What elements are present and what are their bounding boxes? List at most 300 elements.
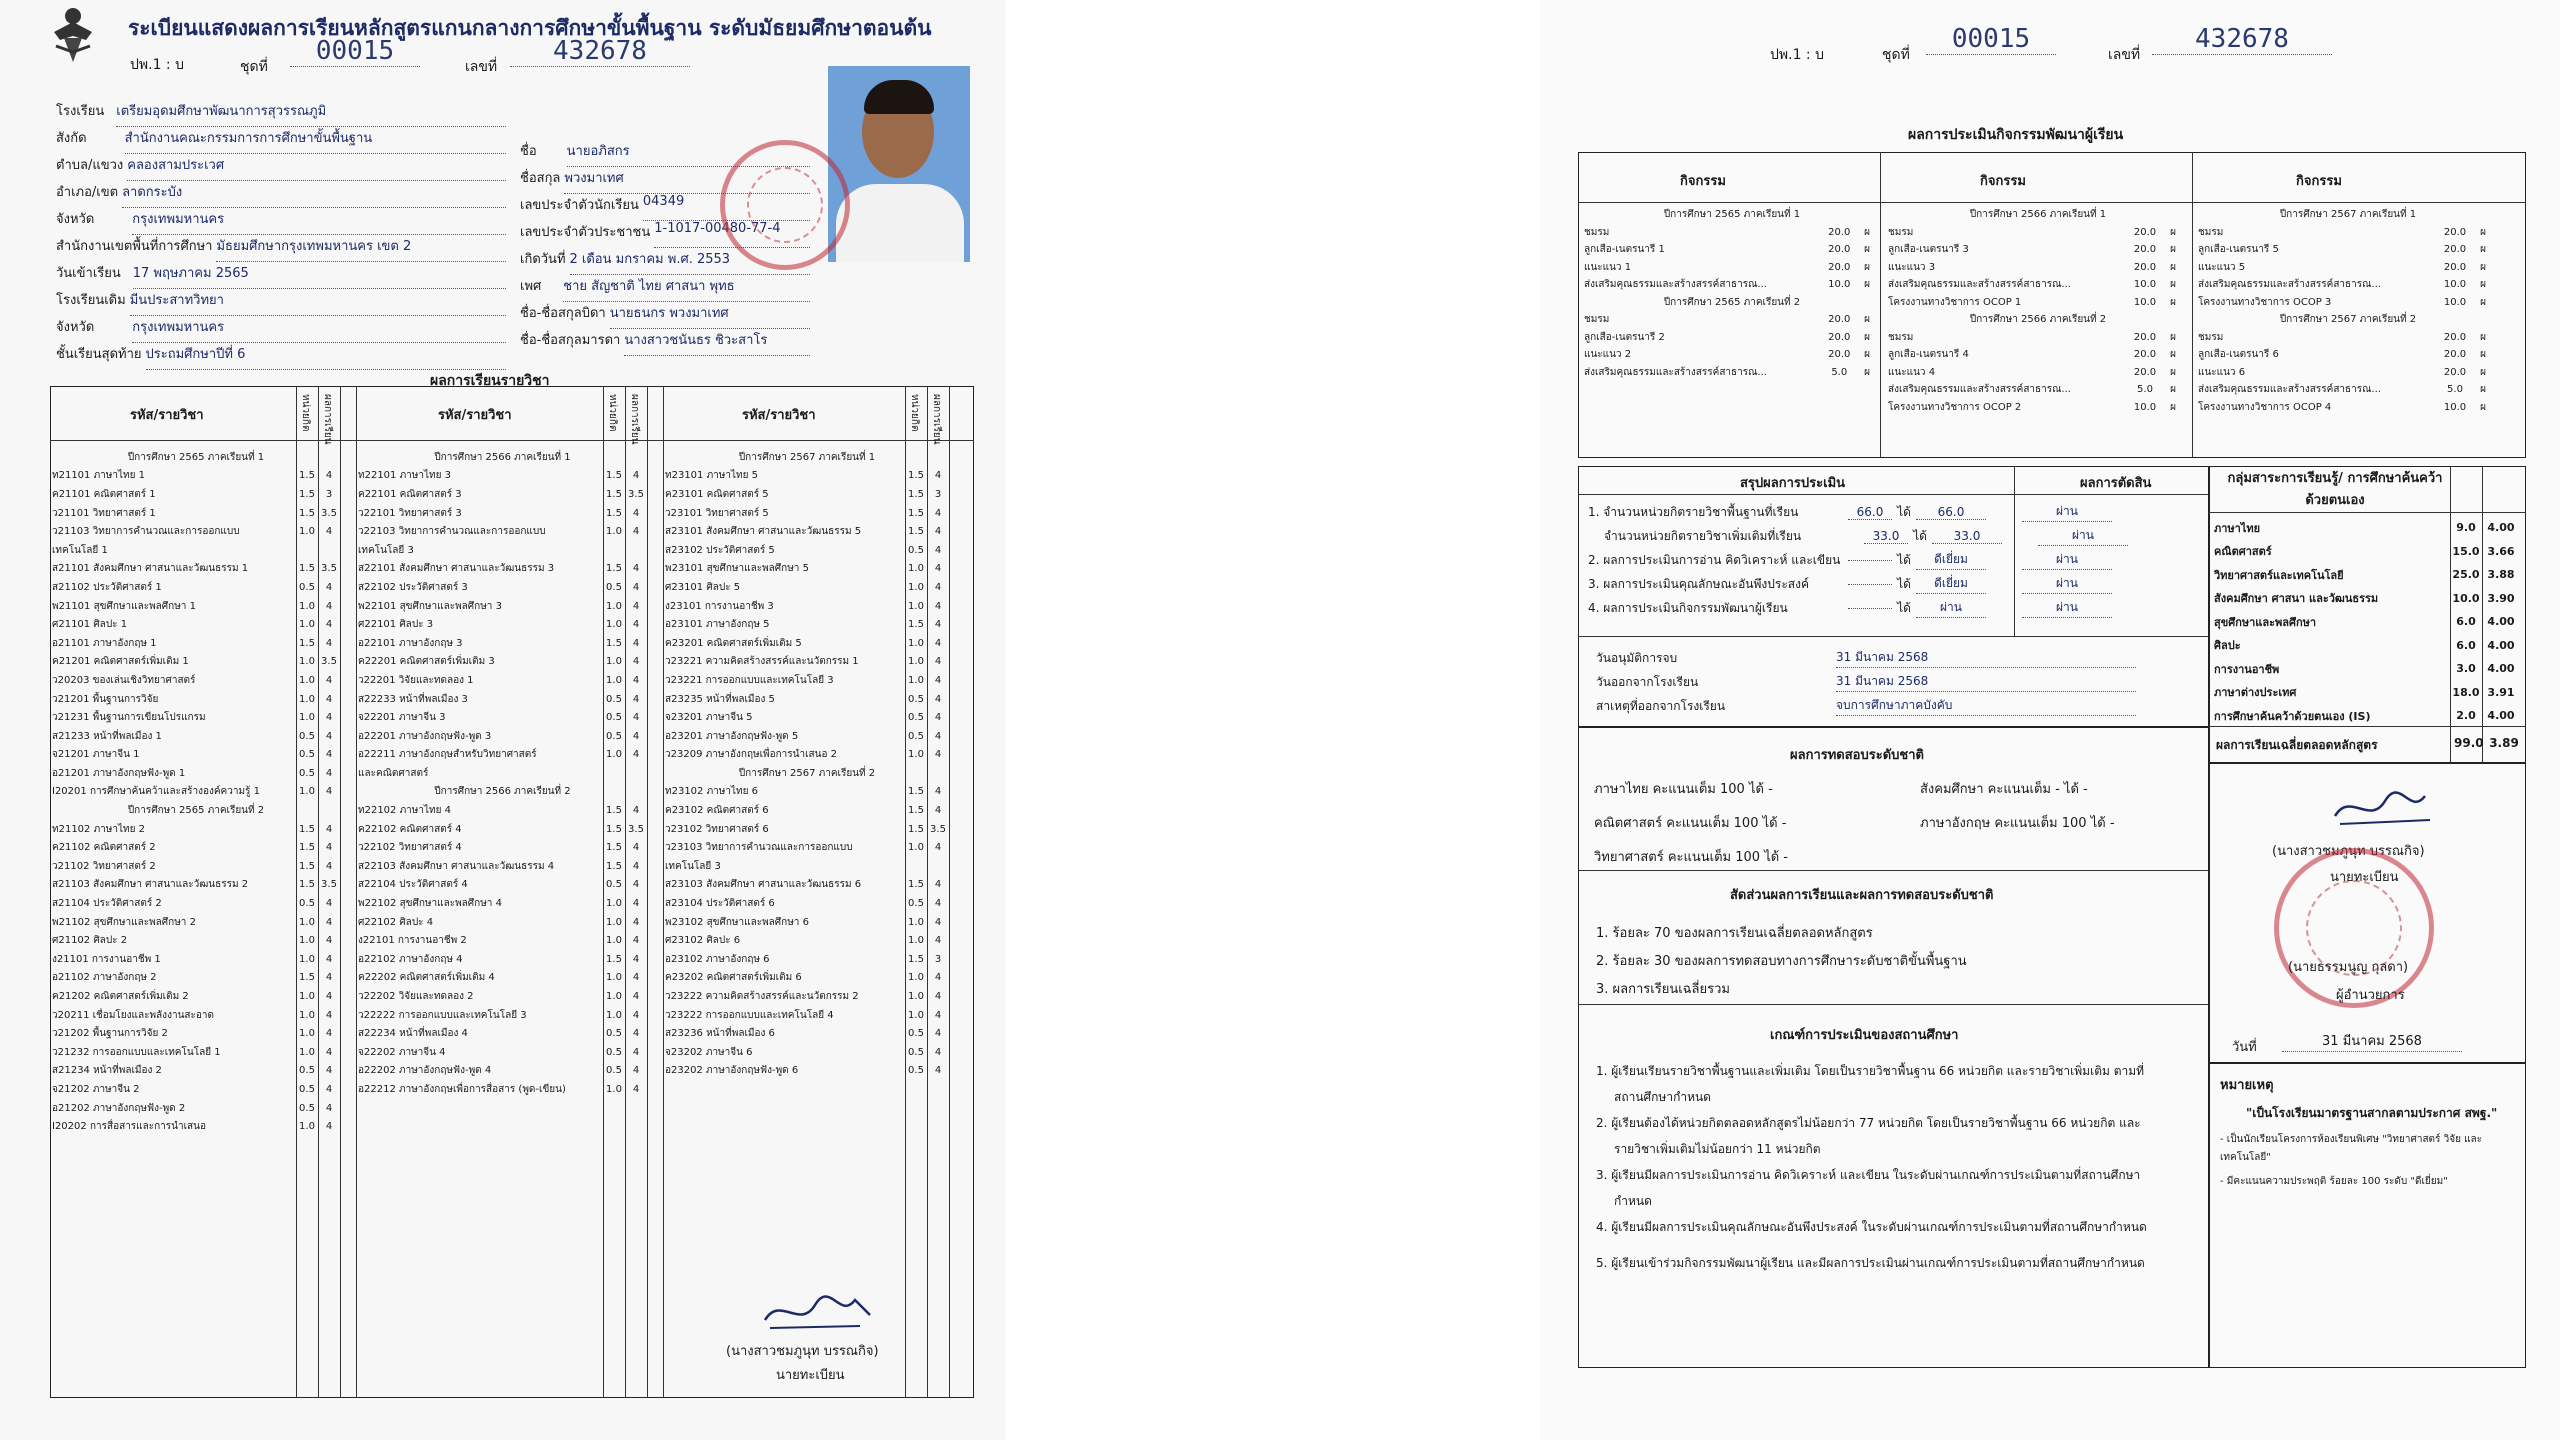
summary-judgement: ผ่าน xyxy=(2038,526,2128,546)
subject-row xyxy=(52,541,340,560)
subject-name: ส23236 หน้าที่พลเมือง 6 xyxy=(665,1028,775,1040)
subject-row xyxy=(665,746,949,765)
activity-name: ลูกเสือ-เนตรนารี 1 xyxy=(1584,244,1665,256)
summary-value xyxy=(1848,584,1892,585)
activity-result: ผ xyxy=(2480,279,2486,291)
activity-row xyxy=(2198,276,2498,294)
subject-row xyxy=(358,578,647,597)
activity-row xyxy=(1584,276,1880,294)
set-number: 00015 xyxy=(290,36,420,67)
info-value: 1-1017-00480-77-4 xyxy=(654,221,810,248)
subject-row xyxy=(52,838,340,857)
subject-row xyxy=(52,671,340,690)
subject-credit: 1.0 xyxy=(908,972,924,984)
subject-credit: 0.5 xyxy=(908,898,924,910)
subject-row xyxy=(52,746,340,765)
subject-credit: 1.0 xyxy=(299,674,315,686)
activity-hours: 10.0 xyxy=(2443,401,2467,413)
school-seal-stamp xyxy=(720,140,850,270)
activity-result: ผ xyxy=(1864,314,1871,326)
subject-row xyxy=(665,1006,949,1025)
subject-credit: 1.5 xyxy=(299,488,315,500)
activity-result: ผ xyxy=(2170,331,2176,343)
subject-name: ว23221 การออกแบบและเทคโนโลยี 3 xyxy=(665,674,834,686)
group-title: กลุ่มสาระการเรียนรู้/ การศึกษาค้นคว้าด้วยตนเอง xyxy=(2227,471,2443,508)
subject-row xyxy=(665,913,949,932)
subject-grade: 4 xyxy=(934,470,942,482)
subject-row xyxy=(52,560,340,579)
subject-credit: 1.5 xyxy=(606,860,622,872)
subject-row xyxy=(358,876,647,895)
subject-row xyxy=(52,615,340,634)
subject-row xyxy=(665,597,949,616)
info-label: ชื่อสกุล xyxy=(520,171,561,186)
summary-got-value: ดีเยี่ยม xyxy=(1916,550,1986,570)
info-label: สำนักงานเขตพื้นที่การศึกษา xyxy=(56,239,213,254)
activity-result: ผ xyxy=(1864,244,1871,256)
gpa-label: ผลการเรียนเฉลี่ยตลอดหลักสูตร xyxy=(2216,738,2378,752)
subject-name: I20202 การสื่อสารและการนำเสนอ xyxy=(52,1121,206,1133)
group-credits: 3.0 xyxy=(2456,662,2476,676)
subject-row xyxy=(52,597,340,616)
number-label: เลขที่ xyxy=(465,59,498,75)
subject-row xyxy=(358,560,647,579)
form-label: ปพ.1 : บ xyxy=(1770,47,1824,63)
subject-name: อ23202 ภาษาอังกฤษฟัง-พูด 6 xyxy=(665,1065,799,1077)
subject-grade: 4 xyxy=(934,786,942,798)
subject-name: เทคโนโลยี 3 xyxy=(358,544,414,556)
subject-grade: 4 xyxy=(934,1046,942,1058)
subject-name: ว21201 พื้นฐานการวิจัย xyxy=(52,693,159,705)
subject-row xyxy=(52,820,340,839)
subject-credit: 1.0 xyxy=(908,749,924,761)
info-label: จังหวัด xyxy=(56,212,95,227)
subject-credit: 0.5 xyxy=(908,544,924,556)
info-label: โรงเรียน xyxy=(56,104,105,119)
subject-grade: 4 xyxy=(325,619,333,631)
activity-result: ผ xyxy=(2480,244,2486,256)
group-name: วิทยาศาสตร์และเทคโนโลยี xyxy=(2214,568,2344,582)
activity-hours: 10.0 xyxy=(2133,401,2157,413)
group-gpa: 4.00 xyxy=(2487,615,2515,629)
activity-result: ผ xyxy=(1864,349,1871,361)
subject-name: ท23102 ภาษาไทย 6 xyxy=(665,786,759,798)
subject-grade: 4 xyxy=(934,656,942,668)
subject-row xyxy=(52,504,340,523)
subject-grade: 4 xyxy=(632,860,640,872)
subject-row xyxy=(52,653,340,672)
activity-hours: 20.0 xyxy=(2443,331,2467,343)
activity-name: แนะแนว 6 xyxy=(2198,366,2246,378)
activity-hours: 20.0 xyxy=(2443,366,2467,378)
subject-credit: 1.5 xyxy=(606,953,622,965)
group-credits: 6.0 xyxy=(2456,615,2476,629)
subject-row xyxy=(665,1043,949,1062)
subject-grade: 4 xyxy=(325,1102,333,1114)
subject-grade: 4 xyxy=(325,749,333,761)
activity-row xyxy=(2198,381,2498,399)
national-test-row: คณิตศาสตร์ คะแนนเต็ม 100 ได้ - xyxy=(1594,816,1787,831)
activity-result: ผ xyxy=(2480,296,2486,308)
subject-grade: 4 xyxy=(632,1065,640,1077)
group-name: สุขศึกษาและพลศึกษา xyxy=(2214,615,2317,629)
subject-row xyxy=(665,727,949,746)
subject-name: ว23209 ภาษาอังกฤษเพื่อการนำเสนอ 2 xyxy=(665,749,838,761)
subject-grade: 4 xyxy=(934,600,942,612)
subject-grade: 4 xyxy=(325,991,333,1003)
subject-name: ว22103 วิทยาการคำนวณและการออกแบบ xyxy=(358,526,546,538)
subject-name: ค23201 คณิตศาสตร์เพิ่มเติม 5 xyxy=(665,637,802,649)
subject-credit: 1.0 xyxy=(299,693,315,705)
subject-name: ค23101 คณิตศาสตร์ 5 xyxy=(665,488,769,500)
activity-hours: 10.0 xyxy=(2133,279,2157,291)
subject-name: อ23102 ภาษาอังกฤษ 6 xyxy=(665,953,770,965)
subject-row xyxy=(52,727,340,746)
subject-name: จ22202 ภาษาจีน 4 xyxy=(358,1046,446,1058)
info-value: ชาย สัญชาติ ไทย ศาสนา พุทธ xyxy=(563,275,810,302)
subject-row xyxy=(665,1062,949,1081)
document-number: 432678 xyxy=(2152,24,2332,55)
activity-hours: 20.0 xyxy=(2443,244,2467,256)
activity-column-2 xyxy=(1888,206,2188,416)
activity-hours: 20.0 xyxy=(2443,226,2467,238)
group-row xyxy=(2214,704,2524,728)
activity-result: ผ xyxy=(2480,331,2486,343)
subject-row xyxy=(52,467,340,486)
subject-name: ว23221 ความคิดสร้างสรรค์และนวัตกรรม 1 xyxy=(665,656,859,668)
subject-row xyxy=(52,969,340,988)
subject-credit: 1.0 xyxy=(908,637,924,649)
activity-hours: 10.0 xyxy=(2133,296,2157,308)
subject-name: ท21101 ภาษาไทย 1 xyxy=(52,470,146,482)
subject-credit: 1.5 xyxy=(606,823,622,835)
subject-grade: 4 xyxy=(632,916,640,928)
subject-credit: 1.0 xyxy=(299,916,315,928)
activity-result: ผ xyxy=(2480,401,2486,413)
summary-judgement: ผ่าน xyxy=(2022,574,2112,594)
subject-row xyxy=(665,671,949,690)
subject-name: ท23101 ภาษาไทย 5 xyxy=(665,470,759,482)
group-credits: 18.0 xyxy=(2452,685,2480,699)
registrar-title: นายทะเบียน xyxy=(2330,870,2399,885)
number-label: เลขที่ xyxy=(2108,47,2141,63)
subject-row xyxy=(665,578,949,597)
subject-grade: 4 xyxy=(934,991,942,1003)
subject-credit: 1.0 xyxy=(908,935,924,947)
subject-grade: 3 xyxy=(934,488,942,500)
summary-row xyxy=(1588,500,2208,524)
date-label: วันที่ xyxy=(2232,1040,2257,1055)
subject-name: อ21202 ภาษาอังกฤษฟัง-พูด 2 xyxy=(52,1102,186,1114)
subject-grade: 4 xyxy=(632,563,640,575)
activity-row xyxy=(1584,364,1880,382)
subject-credit: 1.5 xyxy=(908,526,924,538)
subject-grade: 4 xyxy=(325,1009,333,1021)
activity-result: ผ xyxy=(2170,226,2176,238)
subject-row xyxy=(52,1099,340,1118)
subject-grade: 4 xyxy=(632,1009,640,1021)
subject-row xyxy=(665,690,949,709)
subject-row xyxy=(52,1043,340,1062)
activity-name: โครงงานทางวิชาการ OCOP 2 xyxy=(1888,401,2022,413)
subject-credit: 0.5 xyxy=(606,693,622,705)
subject-credit: 1.5 xyxy=(299,637,315,649)
group-row xyxy=(2214,634,2524,658)
subject-credit: 1.0 xyxy=(299,619,315,631)
info-value: นายอภิสกร xyxy=(567,140,810,167)
subject-grade: 4 xyxy=(632,1028,640,1040)
subject-name: อ22212 ภาษาอังกฤษเพื่อการสื่อสาร (พูด-เขียน) xyxy=(358,1083,566,1095)
activity-hours: 20.0 xyxy=(2133,261,2157,273)
activity-row xyxy=(2198,224,2498,242)
summary-got: ได้ xyxy=(1897,576,1911,591)
subject-row xyxy=(665,467,949,486)
activity-result: ผ xyxy=(2170,244,2176,256)
summary-label: 1. จำนวนหน่วยกิตรายวิชาพื้นฐานที่เรียน xyxy=(1588,504,1799,519)
registrar-name: (นางสาวชมภูนุท บรรณกิจ) xyxy=(726,1344,879,1359)
set-number: 00015 xyxy=(1926,24,2056,55)
activity-hours: 20.0 xyxy=(1828,349,1851,361)
semester-heading: ปีการศึกษา 2565 ภาคเรียนที่ 1 xyxy=(127,451,265,463)
info-value: 2 เดือน มกราคม พ.ศ. 2553 xyxy=(570,248,810,275)
subject-grade: 4 xyxy=(325,823,333,835)
group-row xyxy=(2214,563,2524,587)
document-number: 432678 xyxy=(510,36,690,67)
activity-result: ผ xyxy=(2480,349,2486,361)
subject-grade: 4 xyxy=(632,693,640,705)
activity-semester-heading: ปีการศึกษา 2565 ภาคเรียนที่ 1 xyxy=(1663,209,1801,221)
activity-result: ผ xyxy=(2170,401,2176,413)
activity-name: ชมรม xyxy=(1584,226,1610,238)
info-label: ชั้นเรียนสุดท้าย xyxy=(56,347,142,362)
activity-name: โครงงานทางวิชาการ OCOP 3 xyxy=(2198,296,2332,308)
subject-row xyxy=(665,820,949,839)
activity-hours: 20.0 xyxy=(2133,226,2157,238)
subject-name: อ21101 ภาษาอังกฤษ 1 xyxy=(52,637,157,649)
subject-grade: 4 xyxy=(934,712,942,724)
subject-credit: 1.0 xyxy=(606,749,622,761)
info-value: เตรียมอุดมศึกษาพัฒนาการสุวรรณภูมิ xyxy=(116,100,506,127)
registrar-title: นายทะเบียน xyxy=(776,1368,845,1383)
subject-name: ว22102 วิทยาศาสตร์ 4 xyxy=(358,842,462,854)
subject-name: จ21202 ภาษาจีน 2 xyxy=(52,1083,140,1095)
subject-credit: 1.5 xyxy=(908,805,924,817)
group-gpa: 3.90 xyxy=(2487,591,2515,605)
activity-name: ส่งเสริมคุณธรรมและสร้างสรรค์สาธารณ... xyxy=(1888,384,2071,396)
subject-grade: 4 xyxy=(934,507,942,519)
subject-credit: 1.0 xyxy=(908,842,924,854)
subject-grade: 4 xyxy=(632,1046,640,1058)
subject-row xyxy=(358,467,647,486)
activity-name: ส่งเสริมคุณธรรมและสร้างสรรค์สาธารณ... xyxy=(1888,279,2071,291)
subject-grade: 3.5 xyxy=(321,507,337,519)
group-gpa: 4.00 xyxy=(2487,638,2515,652)
subject-name: ง23101 การงานอาชีพ 3 xyxy=(665,600,774,612)
subject-grade: 4 xyxy=(325,786,333,798)
info-value: ลาดกระบัง xyxy=(122,181,506,208)
activity-name: ลูกเสือ-เนตรนารี 5 xyxy=(2198,244,2279,256)
subject-name: ว21103 วิทยาการคำนวณและการออกแบบ xyxy=(52,526,240,538)
subject-grade: 4 xyxy=(632,972,640,984)
group-name: การงานอาชีพ xyxy=(2214,662,2280,676)
ratio-row: 3. ผลการเรียนเฉลี่ยรวม xyxy=(1596,982,1730,997)
subject-grade: 4 xyxy=(325,526,333,538)
semester-heading: ปีการศึกษา 2567 ภาคเรียนที่ 2 xyxy=(738,767,876,779)
activity-name: ส่งเสริมคุณธรรมและสร้างสรรค์สาธารณ... xyxy=(1584,366,1767,378)
subject-name: I20201 การศึกษาค้นคว้าและสร้างองค์ความรู้ 1 xyxy=(52,786,260,798)
subject-credit: 0.5 xyxy=(606,1065,622,1077)
subject-row xyxy=(665,801,949,820)
semester-heading: ปีการศึกษา 2566 ภาคเรียนที่ 1 xyxy=(434,451,571,463)
info-value: กรุงเทพมหานคร xyxy=(132,316,506,343)
subject-row xyxy=(358,838,647,857)
subject-row xyxy=(358,987,647,1006)
activity-row xyxy=(2198,399,2498,417)
subject-name: พ21102 สุขศึกษาและพลศึกษา 2 xyxy=(52,916,196,928)
activity-row xyxy=(1888,329,2188,347)
subject-grade: 4 xyxy=(325,767,333,779)
subject-credit: 1.5 xyxy=(908,786,924,798)
set-label: ชุดที่ xyxy=(240,59,268,75)
subject-grade: 3.5 xyxy=(628,823,644,835)
date-value: 31 มีนาคม 2568 xyxy=(2282,1030,2462,1052)
remark-item: "เป็นโรงเรียนมาตรฐานสากลตามประกาศ สพฐ." xyxy=(2246,1106,2498,1120)
subject-name: ง22101 การงานอาชีพ 2 xyxy=(358,935,467,947)
subject-grade: 4 xyxy=(934,730,942,742)
activity-name: โครงงานทางวิชาการ OCOP 4 xyxy=(2198,401,2332,413)
subject-row xyxy=(665,857,949,876)
date-label: วันอนุมัติการจบ xyxy=(1596,650,1678,665)
subject-grade: 4 xyxy=(934,1065,942,1077)
subject-name: ว21202 พื้นฐานการวิจัย 2 xyxy=(52,1028,168,1040)
subject-grade: 4 xyxy=(325,898,333,910)
subject-credit: 0.5 xyxy=(908,693,924,705)
subject-name: ส22104 ประวัติศาสตร์ 4 xyxy=(358,879,468,891)
transcript-page-front xyxy=(0,0,1005,1440)
subject-grade: 4 xyxy=(325,916,333,928)
subject-row xyxy=(358,653,647,672)
subject-grade: 4 xyxy=(934,879,942,891)
subject-name: ส21234 หน้าที่พลเมือง 2 xyxy=(52,1065,162,1077)
activity-result: ผ xyxy=(1864,226,1871,238)
subject-row xyxy=(665,950,949,969)
summary-got-value: ดีเยี่ยม xyxy=(1916,574,1986,594)
subject-grade: 4 xyxy=(632,842,640,854)
subject-name: ศ23101 ศิลปะ 5 xyxy=(665,581,741,593)
ratio-row: 2. ร้อยละ 30 ของผลการทดสอบทางการศึกษาระดับชาติขั้นพื้นฐาน xyxy=(1596,954,1967,969)
subject-name: ส22102 ประวัติศาสตร์ 3 xyxy=(358,581,468,593)
info-label: เกิดวันที่ xyxy=(520,252,566,267)
info-value: นายธนกร พวงมาเทศ xyxy=(610,302,810,329)
national-test-row: ภาษาอังกฤษ คะแนนเต็ม 100 ได้ - xyxy=(1920,816,2115,831)
subject-row xyxy=(52,578,340,597)
subject-grade: 4 xyxy=(632,953,640,965)
summary-value: 66.0 xyxy=(1848,505,1892,520)
group-row xyxy=(2214,540,2524,564)
subject-credit: 0.5 xyxy=(606,879,622,891)
subject-row xyxy=(665,560,949,579)
column-header-grade: ผลการเรียน xyxy=(629,394,640,445)
subject-credit: 1.0 xyxy=(606,1009,622,1021)
activity-hours: 5.0 xyxy=(1831,366,1848,378)
subject-grade: 4 xyxy=(632,637,640,649)
subject-credit: 1.0 xyxy=(299,786,315,798)
activity-column-1 xyxy=(1584,206,1880,381)
activity-name: ส่งเสริมคุณธรรมและสร้างสรรค์สาธารณ... xyxy=(2198,384,2381,396)
subject-credit: 1.5 xyxy=(606,842,622,854)
criteria-item: 3. ผู้เรียนมีผลการประเมินการอ่าน คิดวิเคราะห์ และเขียน ในระดับผ่านเกณฑ์การประเมินตามที่สถานศึกษา xyxy=(1596,1168,2141,1182)
subject-grade: 4 xyxy=(632,805,640,817)
activity-semester-heading: ปีการศึกษา 2566 ภาคเรียนที่ 2 xyxy=(1969,314,2107,326)
group-credits: 25.0 xyxy=(2452,568,2480,582)
registrar-name: (นางสาวชมภูนุท บรรณกิจ) xyxy=(2272,844,2425,859)
subject-grade: 4 xyxy=(934,693,942,705)
subject-name: ศ22101 ศิลปะ 3 xyxy=(358,619,434,631)
subject-row xyxy=(52,783,340,802)
subject-grade: 4 xyxy=(325,860,333,872)
summary-got-value: ผ่าน xyxy=(1916,598,1986,618)
subject-name: ท22102 ภาษาไทย 4 xyxy=(358,805,452,817)
summary-label: 3. ผลการประเมินคุณลักษณะอันพึงประสงค์ xyxy=(1588,576,1809,591)
summary-row xyxy=(1588,524,2208,548)
info-value: คลองสามประเวศ xyxy=(127,154,506,181)
subject-row xyxy=(665,522,949,541)
subject-row xyxy=(358,634,647,653)
subject-grade: 3 xyxy=(325,488,333,500)
activity-title: ผลการประเมินกิจกรรมพัฒนาผู้เรียน xyxy=(1908,127,2124,143)
info-value: มัธยมศึกษากรุงเทพมหานคร เขต 2 xyxy=(216,235,506,262)
gpa-credits: 99.0 xyxy=(2454,736,2484,750)
subject-grade: 3 xyxy=(934,953,942,965)
subject-credit: 1.0 xyxy=(606,898,622,910)
subject-name: ศ23102 ศิลปะ 6 xyxy=(665,935,741,947)
subject-row xyxy=(52,931,340,950)
subject-row xyxy=(52,876,340,895)
activity-hours: 20.0 xyxy=(2133,244,2157,256)
subject-grade: 4 xyxy=(934,544,942,556)
activity-row xyxy=(2198,346,2498,364)
activity-column-3 xyxy=(2198,206,2498,416)
subject-grade: 4 xyxy=(632,730,640,742)
subject-row xyxy=(358,820,647,839)
subject-row xyxy=(52,690,340,709)
subject-grade: 4 xyxy=(325,637,333,649)
subject-credit: 0.5 xyxy=(606,1028,622,1040)
subject-name: ว20203 ของเล่นเชิงวิทยาศาสตร์ xyxy=(52,674,196,686)
group-row xyxy=(2214,587,2524,611)
subject-row xyxy=(52,1062,340,1081)
subject-name: พ23102 สุขศึกษาและพลศึกษา 6 xyxy=(665,916,809,928)
subject-name: ค21102 คณิตศาสตร์ 2 xyxy=(52,842,156,854)
group-rows xyxy=(2214,516,2524,728)
subject-credit: 1.0 xyxy=(908,656,924,668)
remark-item: - มีคะแนนความประพฤติ ร้อยละ 100 ระดับ "ดีเยี่ยม" xyxy=(2220,1176,2448,1187)
subject-name: ส23103 สังคมศึกษา ศาสนาและวัฒนธรรม 6 xyxy=(665,879,862,891)
summary-label: 2. ผลการประเมินการอ่าน คิดวิเคราะห์ และเขียน xyxy=(1588,552,1841,567)
subject-credit: 1.0 xyxy=(299,991,315,1003)
school-info xyxy=(56,100,506,370)
subject-name: ว22201 วิจัยและทดลอง 1 xyxy=(358,674,474,686)
group-name: คณิตศาสตร์ xyxy=(2214,545,2272,559)
subject-name: อ21201 ภาษาอังกฤษฟัง-พูด 1 xyxy=(52,767,186,779)
director-title: ผู้อำนวยการ xyxy=(2336,988,2405,1003)
summary-judgement: ผ่าน xyxy=(2022,598,2112,618)
subject-credit: 1.0 xyxy=(299,935,315,947)
column-header-activity: กิจกรรม xyxy=(2296,174,2342,189)
activity-row xyxy=(1584,259,1880,277)
activity-result: ผ xyxy=(2170,261,2176,273)
subject-row xyxy=(358,708,647,727)
